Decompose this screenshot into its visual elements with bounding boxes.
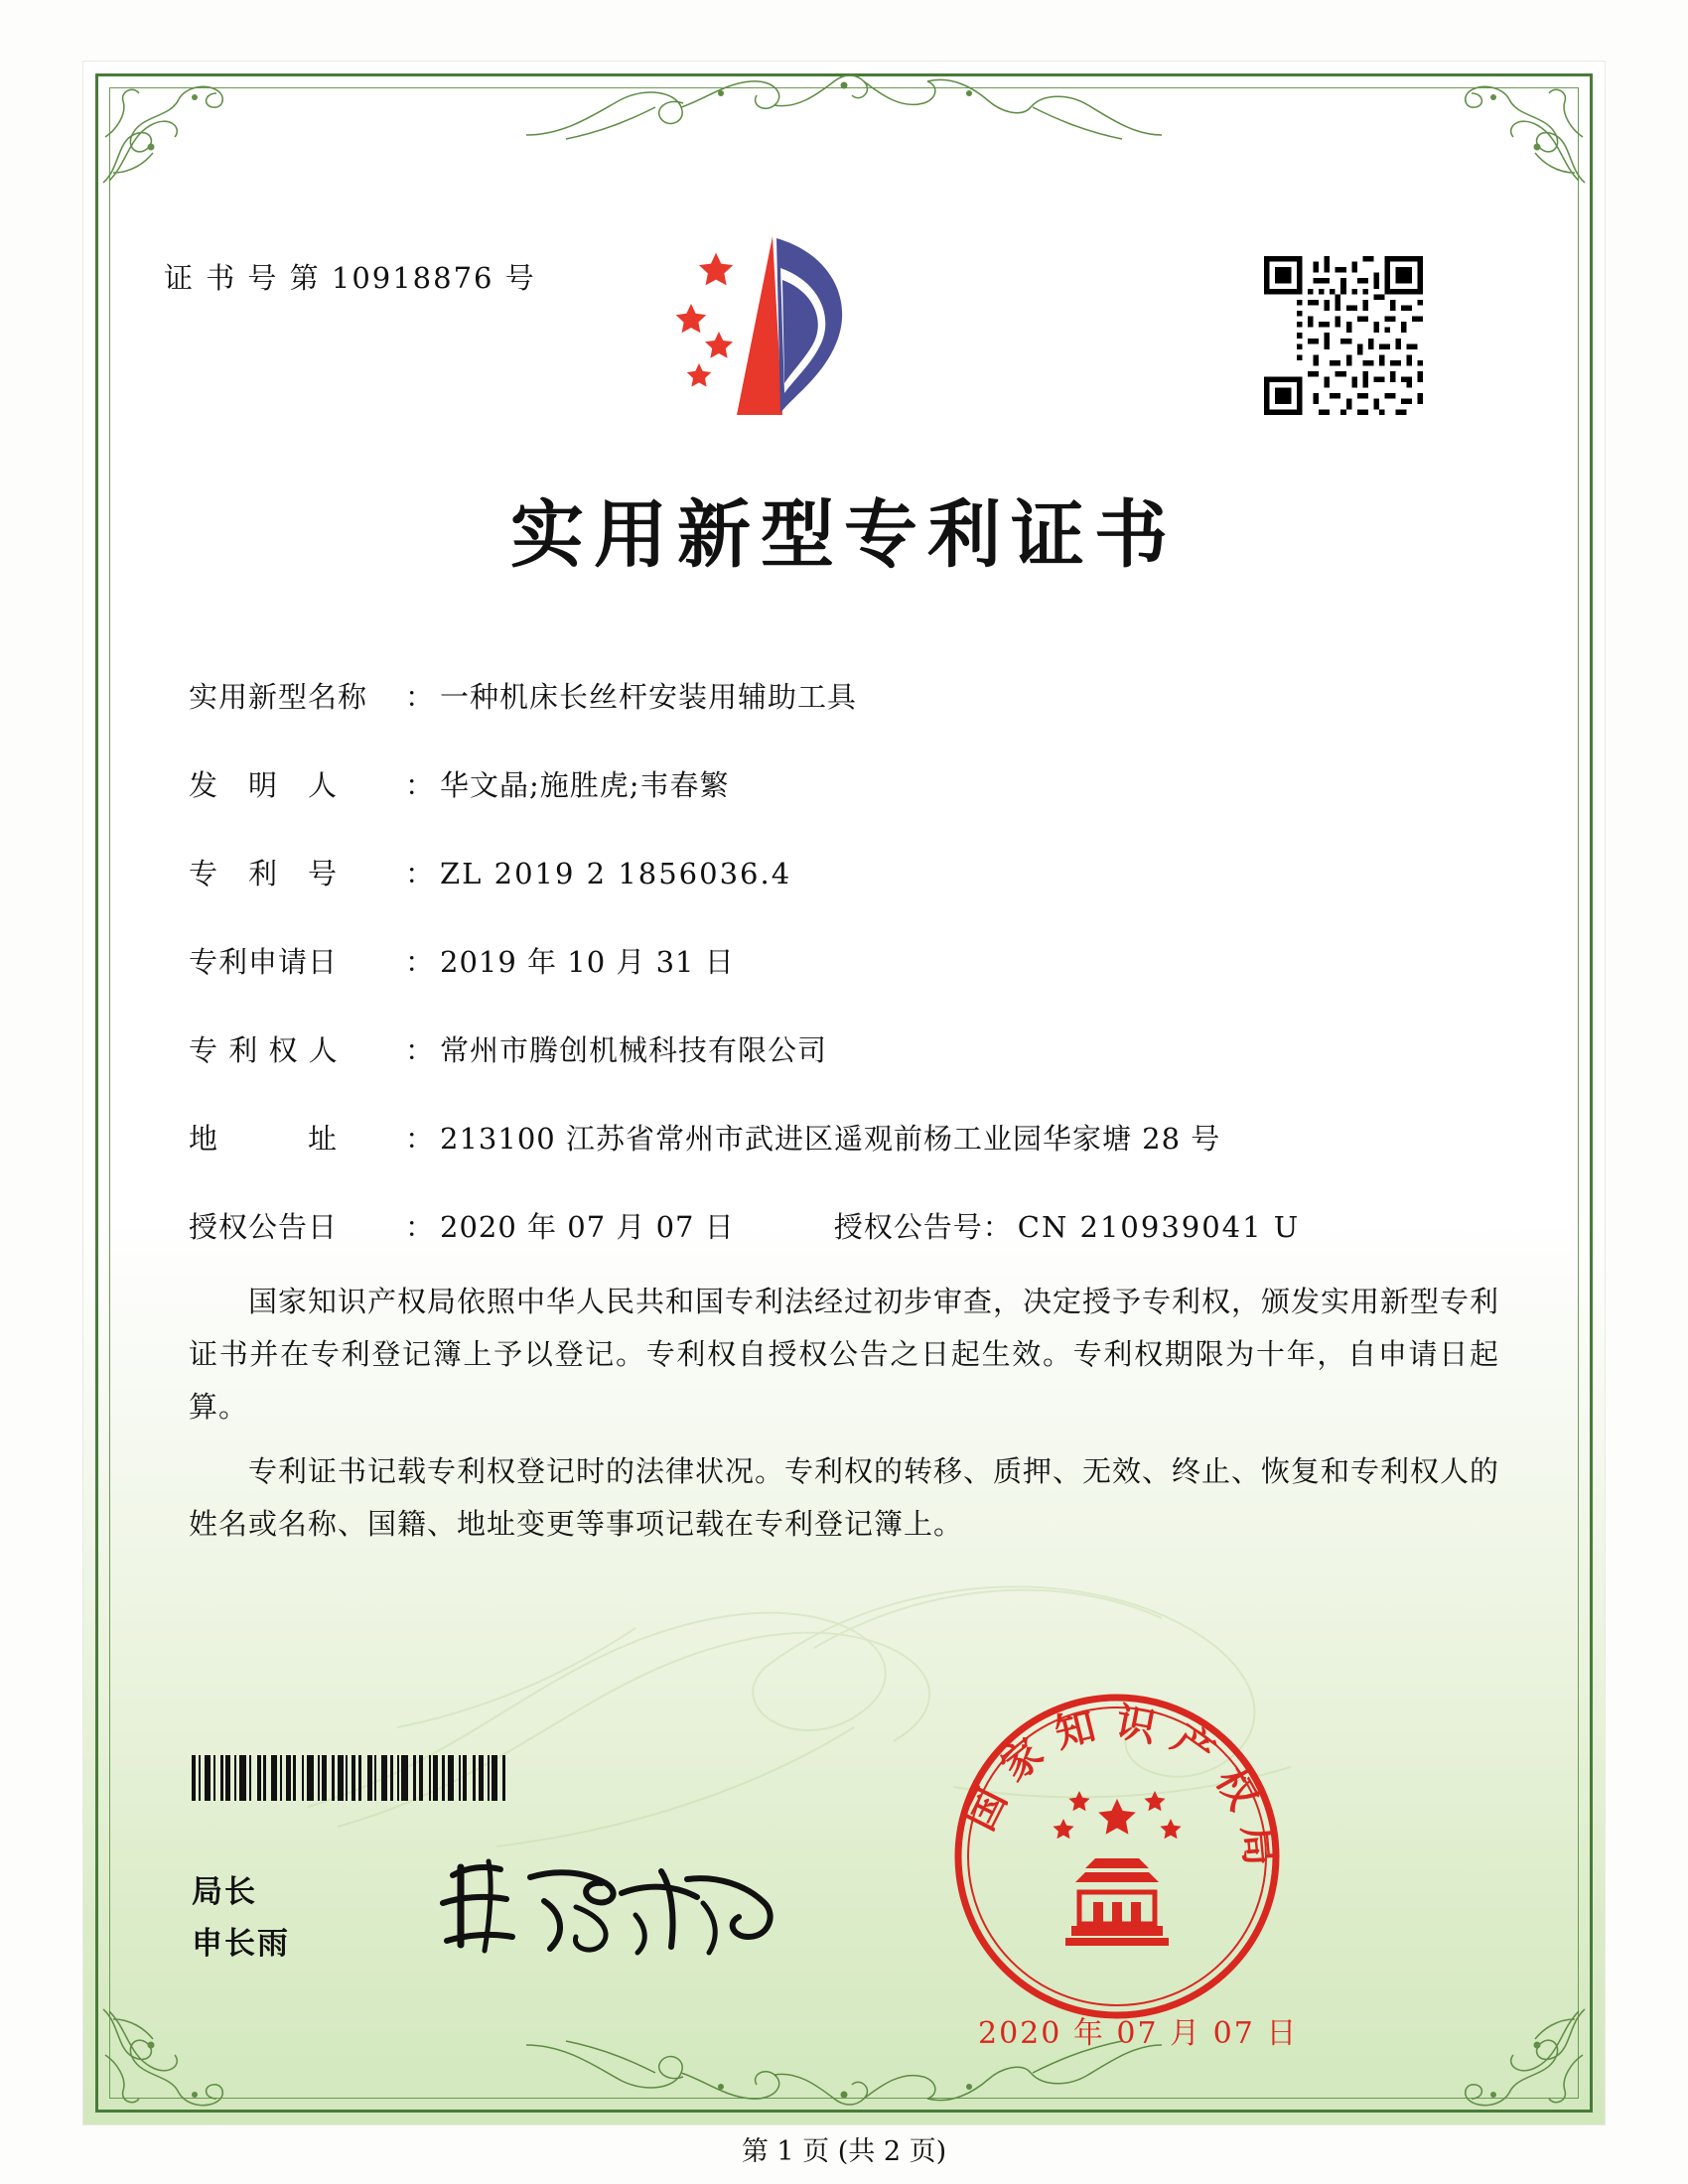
field-colon: ： [405, 1210, 435, 1244]
field-label: 地 址 [189, 1122, 339, 1156]
corner-ornament-icon [99, 77, 248, 187]
official-seal-icon [948, 1688, 1286, 2025]
field-row-patentee [189, 1028, 1509, 1069]
field-value-grant-number: CN 210939041 U [1017, 1210, 1301, 1244]
field-label-grant-date: 授权公告日 [189, 1210, 339, 1244]
signature-block [192, 1866, 290, 1970]
field-colon: ： [405, 1122, 435, 1156]
signature-name: 申长雨 [192, 1926, 290, 1962]
field-value: 一种机床长丝杆安装用辅助工具 [440, 680, 858, 714]
field-value-grant-date: 2020 年 07 月 07 日 [440, 1210, 735, 1244]
seal-date: 2020 年 07 月 07 日 [978, 2016, 1299, 2051]
field-colon: ： [405, 1033, 435, 1067]
corner-ornament-icon [1440, 77, 1589, 187]
field-row-inventor [189, 763, 1509, 804]
corner-ornament-icon [99, 2005, 248, 2115]
field-value: 常州市腾创机械科技有限公司 [440, 1033, 828, 1067]
field-colon: ： [982, 1210, 1012, 1244]
barcode-icon [192, 1755, 609, 1801]
field-label: 专利申请日 [189, 945, 339, 979]
page-title: 实用新型专利证书 [510, 492, 1178, 578]
field-colon: ： [405, 945, 435, 979]
field-label: 专 利 号 [189, 857, 339, 890]
field-label: 专 利 权 人 [189, 1033, 339, 1067]
field-value: 2019 年 10 月 31 日 [440, 945, 735, 979]
field-row-application-date [189, 940, 1509, 981]
field-value: 华文晶;施胜虎;韦春繁 [440, 768, 730, 802]
field-value: ZL 2019 2 1856036.4 [440, 857, 792, 890]
field-value: 213100 江苏省常州市武进区遥观前杨工业园华家塘 28 号 [440, 1122, 1221, 1156]
field-colon: ： [405, 680, 435, 714]
field-row-grant [189, 1205, 1509, 1246]
field-colon: ： [405, 857, 435, 890]
top-ornament-icon [526, 69, 1162, 147]
certificate-number: 证 书 号 第 10918876 号 [164, 261, 536, 295]
signature-title: 局长 [192, 1874, 257, 1910]
cnipa-logo-icon [655, 228, 904, 422]
field-colon: ： [405, 768, 435, 802]
field-row-address [189, 1117, 1509, 1158]
page-footer: 第 1 页 (共 2 页) [741, 2136, 947, 2167]
svg-text:国家知识产权局: 国家知识产权局 [956, 1698, 1285, 1884]
field-label: 实用新型名称 [189, 680, 368, 714]
qr-code-icon [1264, 256, 1423, 415]
field-row-patent-number [189, 852, 1509, 892]
field-list [189, 675, 1509, 1294]
corner-ornament-icon [1440, 2005, 1589, 2115]
body-text [189, 1276, 1499, 1563]
handwritten-signature-icon [427, 1842, 794, 1971]
field-row-name [189, 675, 1509, 716]
field-label: 发 明 人 [189, 768, 339, 802]
field-label-grant-number: 授权公告号 [833, 1210, 983, 1244]
paragraph-1: 国家知识产权局依照中华人民共和国专利法经过初步审查，决定授予专利权，颁发实用新型专利证书并在专利登记簿上予以登记。专利权自授权公告之日起生效。专利权期限为十年，自申请日起算。 [189, 1285, 1500, 1424]
paragraph-2: 专利证书记载专利权登记时的法律状况。专利权的转移、质押、无效、终止、恢复和专利权人的姓名或名称、国籍、地址变更等事项记载在专利登记簿上。 [189, 1454, 1500, 1541]
